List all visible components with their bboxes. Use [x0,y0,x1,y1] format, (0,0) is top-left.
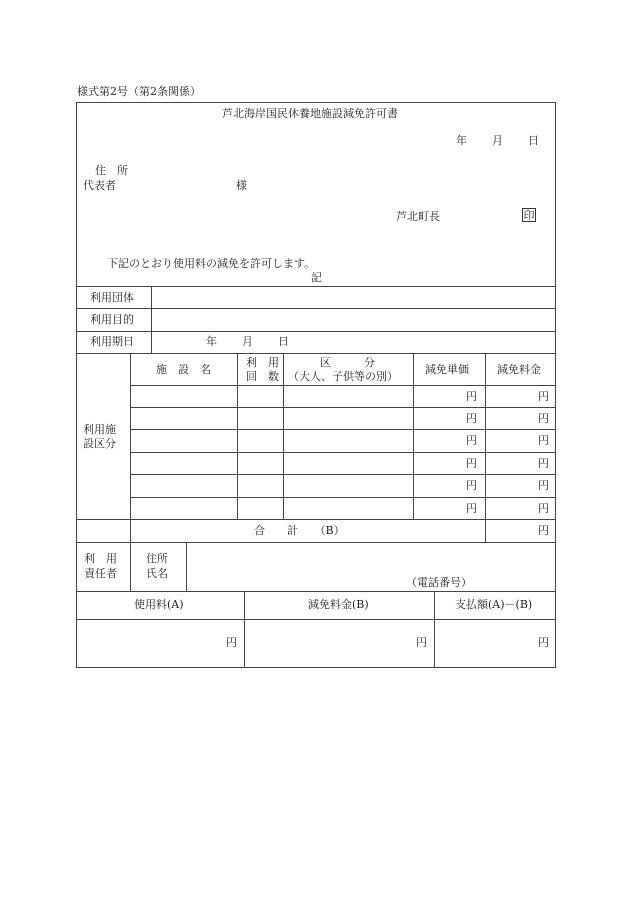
category-header-2: （大人、子供等の別） [288,370,398,383]
reduction-yen: 円 [416,636,427,649]
document-title: 芦北海岸国民休養地施設減免許可書 [222,107,398,120]
row-line [76,542,556,543]
yen-unit: 円 [538,412,549,425]
unit-price-header: 減免単価 [425,363,469,376]
ki-label: 記 [311,271,322,284]
facility-name-header: 施 設 名 [156,363,211,376]
phone-label: （電話番号） [406,576,472,589]
row-line [130,407,556,408]
reduction-amount-header: 減免料金 [497,363,541,376]
responsible-label-2: 責任者 [84,567,117,580]
col-line [434,591,435,668]
yen-unit: 円 [466,502,477,515]
yen-unit: 円 [538,502,549,515]
payment-header: 支払額(A)－(B) [455,598,533,611]
col-line [151,286,152,353]
permission-text: 下記のとおり使用料の減免を許可します。 [107,257,316,270]
purpose-label: 利用目的 [90,313,134,326]
row-line [76,519,556,520]
row-line [76,308,556,309]
form-number-label: 様式第2号（第2条関係） [77,85,201,98]
total-yen: 円 [538,524,549,537]
col-line [186,542,187,591]
yen-unit: 円 [466,434,477,447]
col-line [485,353,486,542]
col-line [283,353,284,519]
seal-stamp: 印 [523,209,535,222]
representative-label: 代表者 [83,179,116,192]
row-line [76,353,556,354]
col-line [237,353,238,519]
period-day: 日 [278,335,289,348]
usage-count-header-2: 回 数 [246,370,279,383]
row-line [76,331,556,332]
col-line [244,591,245,668]
col-line [130,353,131,542]
period-year: 年 [206,335,217,348]
period-label: 利用期日 [90,335,134,348]
yen-unit: 円 [538,390,549,403]
row-line [130,474,556,475]
yen-unit: 円 [538,457,549,470]
yen-unit: 円 [466,412,477,425]
facility-category-label-2: 設区分 [83,437,116,450]
period-month: 月 [242,335,253,348]
honorific-label: 様 [236,179,247,192]
responsible-address-label: 住所 [146,552,168,565]
date-year: 年 [456,134,467,147]
group-label: 利用団体 [90,291,134,304]
usage-count-header: 利 用 [246,356,279,369]
responsible-name-label: 氏名 [146,567,168,580]
yen-unit: 円 [466,457,477,470]
category-header: 区 分 [320,356,375,369]
col-line [130,542,131,591]
yen-unit: 円 [466,479,477,492]
total-label: 合 計 （B） [254,524,345,537]
yen-unit: 円 [538,434,549,447]
row-line [130,429,556,430]
responsible-label: 利 用 [84,552,117,565]
payment-yen: 円 [538,636,549,649]
date-day: 日 [528,134,539,147]
address-label: 住 所 [95,164,128,177]
yen-unit: 円 [538,479,549,492]
fee-header: 使用料(A) [134,598,184,611]
col-line [413,353,414,519]
row-line [130,497,556,498]
row-line [130,385,556,386]
date-month: 月 [492,134,503,147]
row-line [76,591,556,592]
row-line [130,452,556,453]
yen-unit: 円 [466,390,477,403]
mayor-label: 芦北町長 [396,210,440,223]
reduction-header: 減免料金(B) [308,598,369,611]
row-line [76,619,556,620]
fee-yen: 円 [226,636,237,649]
row-line [76,286,556,287]
facility-category-label: 利用施 [83,423,116,436]
